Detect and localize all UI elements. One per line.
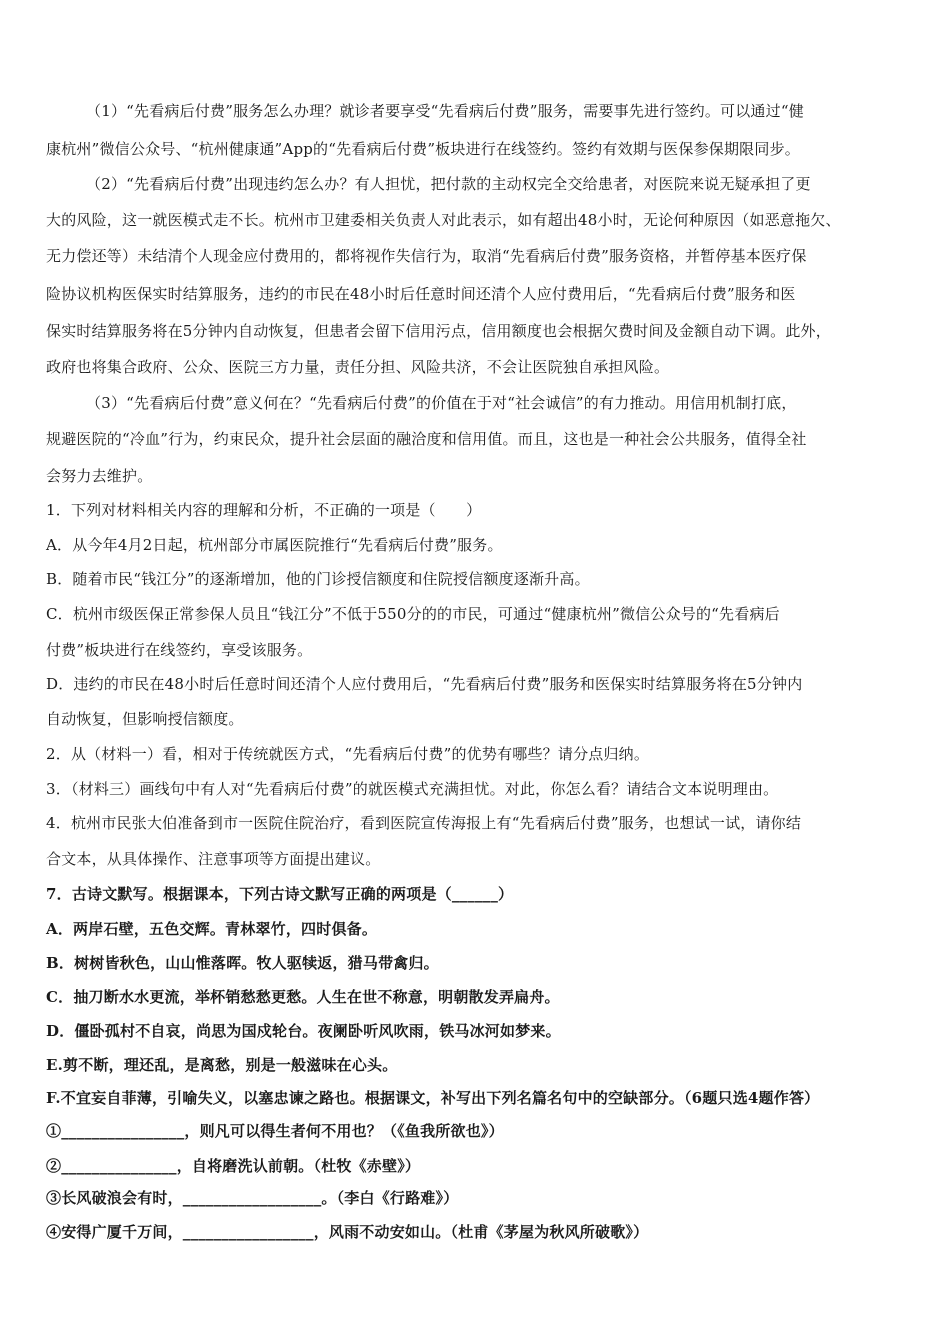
material-paragraph-1-line-2: 康杭州”微信公众号、“杭州健康通”App的“先看病后付费”板块进行在线签约。签约有效期与医保参保期限同步。 (46, 140, 800, 158)
material-paragraph-1-line-1: （1）“先看病后付费”服务怎么办理？就诊者要享受“先看病后付费”服务，需要事先进行签约。可以通过“健 (86, 102, 804, 120)
fill-blank-1: ①________________，则凡可以得生者何不用也？（《鱼我所欲也》） (46, 1122, 504, 1140)
question-7-option-a: A．两岸石壁，五色交辉。青林翠竹，四时俱备。 (46, 920, 378, 938)
question-1-option-b: B．随着市民“钱江分”的逐渐增加，他的门诊授信额度和住院授信额度逐渐升高。 (46, 570, 590, 588)
question-1-option-c-line-1: C．杭州市级医保正常参保人员且“钱江分”不低于550分的的市民，可通过“健康杭州”微信公众号的“先看病后 (46, 605, 780, 623)
question-1-option-d-line-2: 自动恢复，但影响授信额度。 (46, 710, 244, 728)
material-paragraph-3-line-3: 会努力去维护。 (46, 467, 153, 485)
question-1-option-a: A．从今年4月2日起，杭州部分市属医院推行“先看病后付费”服务。 (46, 536, 503, 554)
fill-blank-4: ④安得广厦千万间，_________________，风雨不动安如山。（杜甫《茅屋为秋风所破歌》） (46, 1223, 649, 1241)
question-4-line-1: 4．杭州市民张大伯准备到市一医院住院治疗，看到医院宣传海报上有“先看病后付费”服务，也想试一试，请你结 (46, 814, 802, 832)
material-paragraph-2-line-2: 大的风险，这一就医模式走不长。杭州市卫建委相关负责人对此表示，如有超出48小时，无论何种原因（如恶意拖欠、 (46, 211, 841, 229)
question-7-option-b: B．树树皆秋色，山山惟落晖。牧人驱犊返，猎马带禽归。 (46, 954, 439, 972)
question-2: 2．从（材料一）看，相对于传统就医方式，“先看病后付费”的优势有哪些？请分点归纳。 (46, 745, 650, 763)
question-1-stem: 1．下列对材料相关内容的理解和分析，不正确的一项是（ ） (46, 501, 482, 519)
question-7-option-e: E.剪不断，理还乱，是离愁，别是一般滋味在心头。 (46, 1056, 398, 1074)
question-1-option-d-line-1: D．违约的市民在48小时后任意时间还清个人应付费用后，“先看病后付费”服务和医保实时结算服务将在5分钟内 (46, 675, 803, 693)
question-7-stem: 7．古诗文默写。根据课本，下列古诗文默写正确的两项是（______） (46, 885, 514, 903)
material-paragraph-2-line-4: 险协议机构医保实时结算服务，违约的市民在48小时后任意时间还清个人应付费用后，“先看病后付费”服务和医 (46, 285, 796, 303)
fill-blank-2: ②_______________，自将磨洗认前朝。（杜牧《赤壁》） (46, 1157, 421, 1175)
material-paragraph-2-line-3: 无力偿还等）未结清个人现金应付费用的，都将视作失信行为，取消“先看病后付费”服务资格，并暂停基本医疗保 (46, 247, 807, 265)
material-paragraph-3-line-1: （3）“先看病后付费”意义何在？“先看病后付费”的价值在于对“社会诚信”的有力推动。用信用机制打底， (86, 394, 797, 412)
material-paragraph-3-line-2: 规避医院的“冷血”行为，约束民众，提升社会层面的融洽度和信用值。而且，这也是一种社会公共服务，值得全社 (46, 430, 807, 448)
material-paragraph-2-line-1: （2）“先看病后付费”出现违约怎么办？有人担忧，把付款的主动权完全交给患者，对医院来说无疑承担了更 (86, 175, 811, 193)
question-3: 3．（材料三）画线句中有人对“先看病后付费”的就医模式充满担忧。对此，你怎么看？请结合文本说明理由。 (46, 780, 779, 798)
question-7-option-f: F.不宜妄自菲薄，引喻失义，以塞忠谏之路也。根据课文，补写出下列名篇名句中的空缺部分。（6题只选4题作答） (46, 1089, 820, 1107)
question-4-line-2: 合文本，从具体操作、注意事项等方面提出建议。 (46, 850, 381, 868)
material-paragraph-2-line-5: 保实时结算服务将在5分钟内自动恢复，但患者会留下信用污点，信用额度也会根据欠费时间及金额自动下调。此外， (46, 322, 831, 340)
material-paragraph-2-line-6: 政府也将集合政府、公众、医院三方力量，责任分担、风险共济，不会让医院独自承担风险。 (46, 358, 670, 376)
question-7-option-d: D．僵卧孤村不自哀，尚思为国戍轮台。夜阑卧听风吹雨，铁马冰河如梦来。 (46, 1022, 561, 1040)
fill-blank-3: ③长风破浪会有时，__________________。（李白《行路难》） (46, 1189, 459, 1207)
question-7-option-c: C．抽刀断水水更流，举杯销愁愁更愁。人生在世不称意，明朝散发弄扁舟。 (46, 988, 560, 1006)
question-1-option-c-line-2: 付费”板块进行在线签约，享受该服务。 (46, 641, 313, 659)
